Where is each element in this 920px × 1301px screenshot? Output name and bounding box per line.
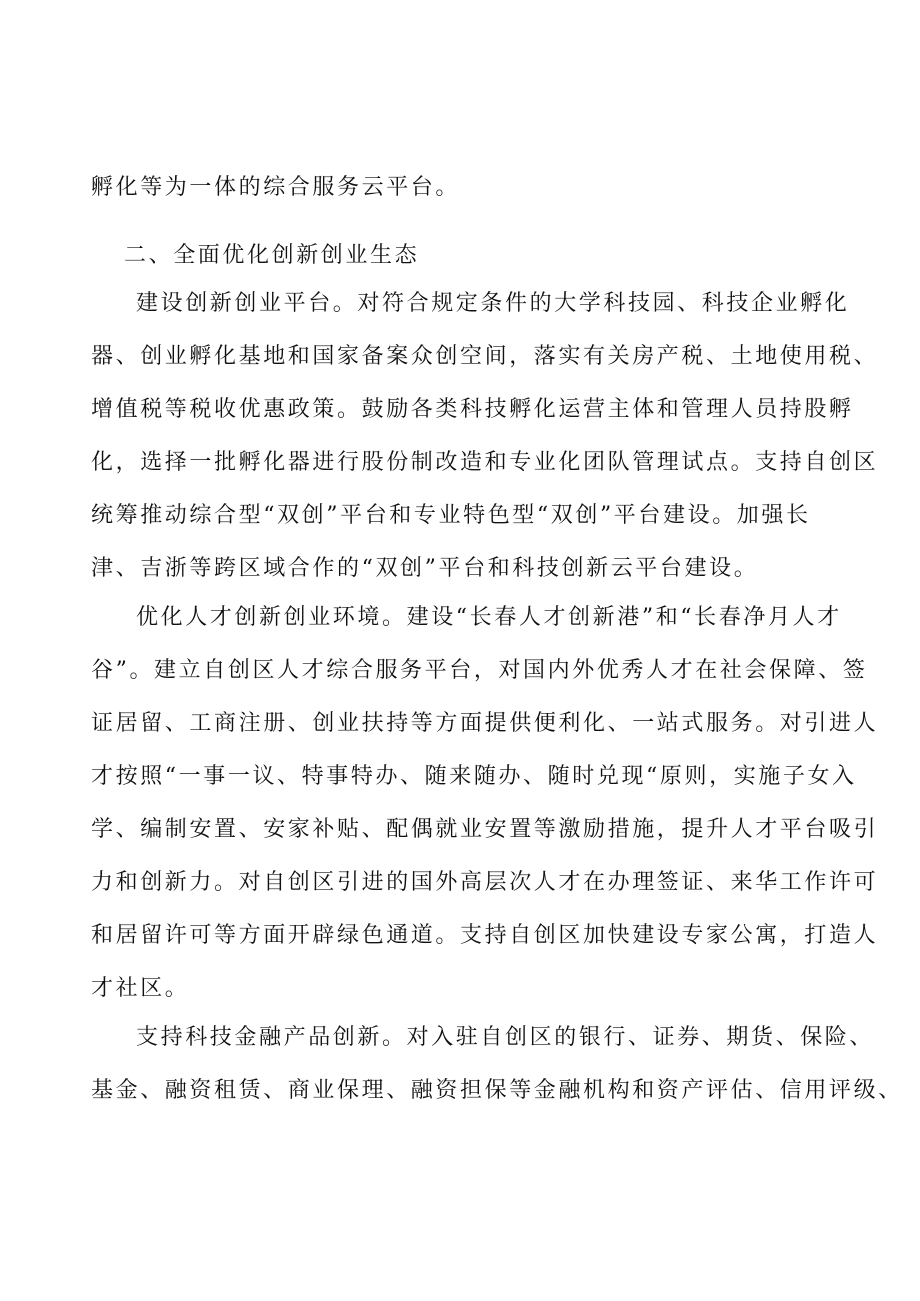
paragraph-line: 和居留许可等方面开辟绿色通道。支持自创区加快建设专家公寓，打造人 [91,923,879,948]
paragraph-line: 建设创新创业平台。对符合规定条件的大学科技园、科技企业孵化 [136,291,850,316]
paragraph-line: 增值税等税收优惠政策。鼓励各类科技孵化运营主体和管理人员持股孵 [91,397,854,422]
paragraph-line: 支持科技金融产品创新。对入驻自创区的银行、证券、期货、保险、 [136,1025,875,1050]
paragraph-line: 才社区。 [91,976,190,1001]
paragraph-line: 证居留、工商注册、创业扶持等方面提供便利化、一站式服务。对引进人 [91,711,879,736]
section-heading: 二、全面优化创新创业生态 [124,243,420,268]
paragraph-line: 谷”。建立自创区人才综合服务平台，对国内外优秀人才在社会保障、签 [91,658,868,683]
paragraph-line: 津、吉浙等跨区域合作的“双创”平台和科技创新云平台建设。 [91,556,759,581]
paragraph-line: 统筹推动综合型“双创”平台和专业特色型“双创”平台建设。加强长 [91,503,811,528]
paragraph-line: 化，选择一批孵化器进行股份制改造和专业化团队管理试点。支持自创区 [91,450,879,475]
paragraph-line: 基金、融资租赁、商业保理、融资担保等金融机构和资产评估、信用评级、 [91,1078,903,1103]
paragraph-line: 学、编制安置、安家补贴、配偶就业安置等激励措施，提升人才平台吸引 [91,817,879,842]
paragraph-line: 才按照“一事一议、特事特办、随来随办、随时兑现“原则，实施子女入 [91,764,857,789]
paragraph-line: 优化人才创新创业环境。建设“长春人才创新港”和“长春净月人才 [136,605,842,630]
paragraph-line: 孵化等为一体的综合服务云平台。 [91,175,461,200]
paragraph-line: 器、创业孵化基地和国家备案众创空间，落实有关房产税、土地使用税、 [91,344,879,369]
paragraph-line: 力和创新力。对自创区引进的国外高层次人才在办理签证、来华工作许可 [91,870,879,895]
